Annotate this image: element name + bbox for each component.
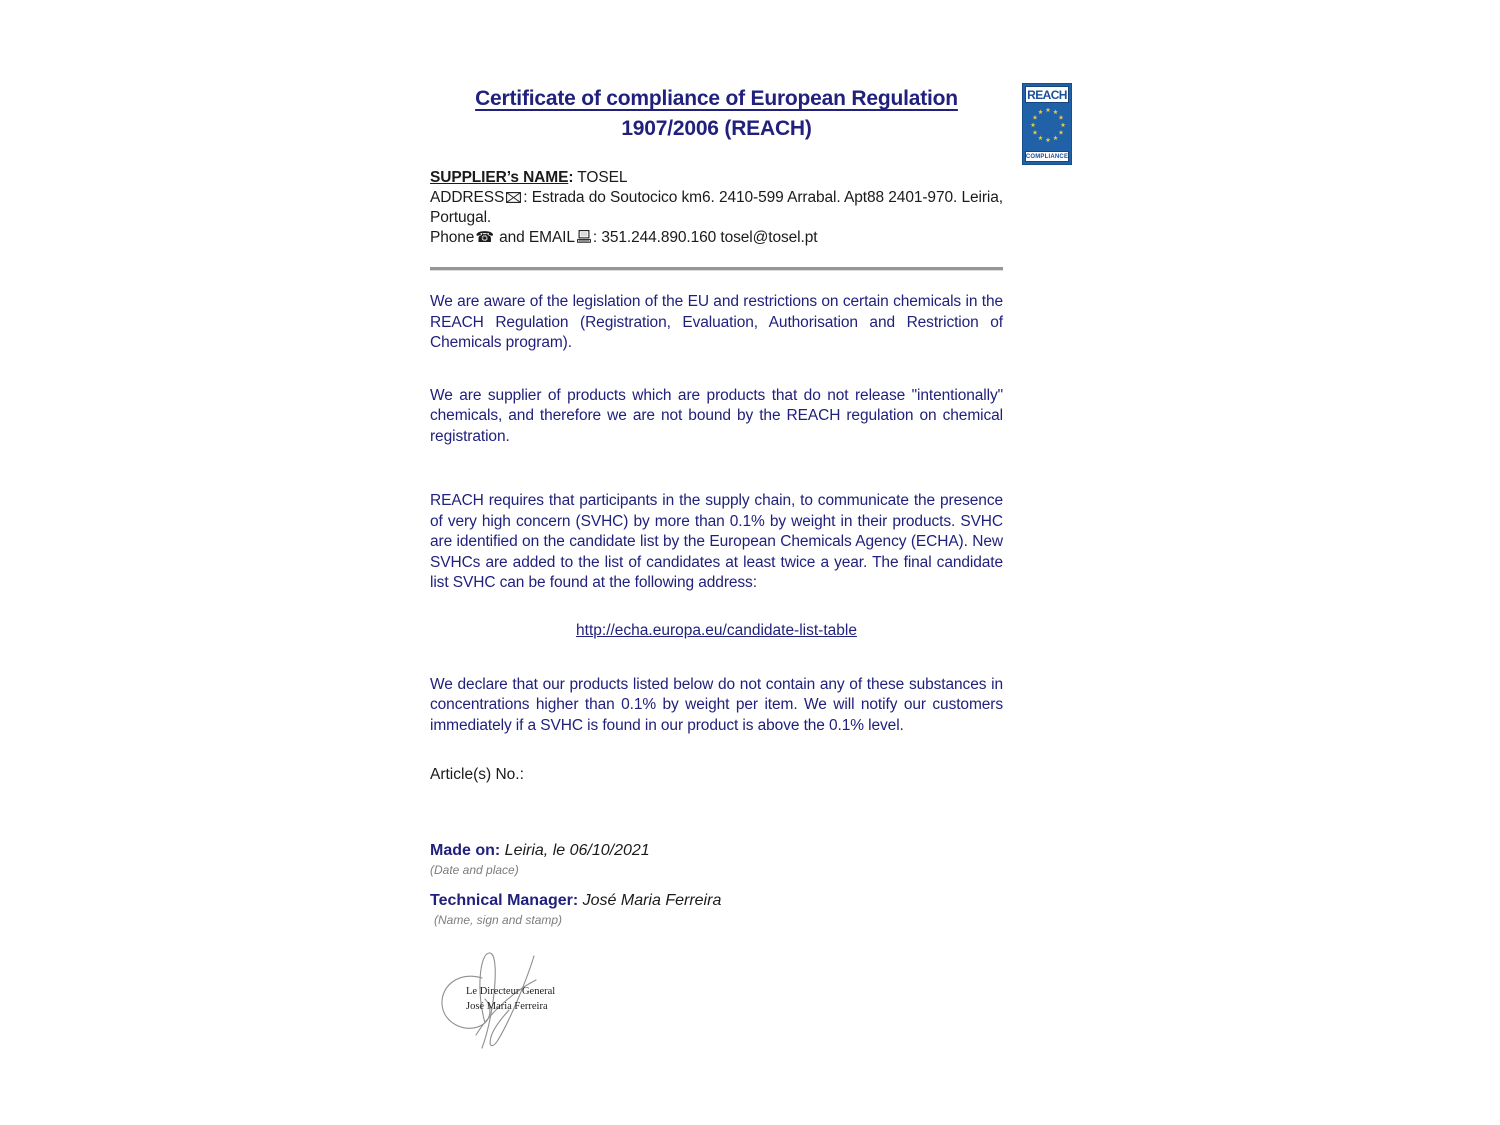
envelope-icon: [506, 192, 521, 203]
address-label: ADDRESS: [430, 189, 505, 206]
page-title: [430, 84, 1003, 144]
reach-logo-label: REACH: [1025, 86, 1069, 103]
supplier-name-label: SUPPLIER’s NAME: [430, 169, 569, 186]
articles-label: Article(s) No.:: [430, 766, 524, 783]
technical-manager-hint: (Name, sign and stamp): [434, 913, 563, 927]
supplier-address-line: [430, 188, 1003, 228]
supplier-block: [430, 168, 1003, 248]
paragraph-declaration: We declare that our products listed below do not contain any of these substances in concentrations higher than 0.1% by weight per item. We will notify our customers immediately if a SVHC is found in our product is above the 0.1% level.: [430, 675, 1003, 734]
signature-stamp-text: [466, 984, 555, 1014]
made-on-hint: (Date and place): [430, 863, 519, 877]
paragraph-supplier-statement: We are supplier of products which are products that do not release "intentionally" chemicals, and therefore we are not bound by the REACH regulation on chemical registration.: [430, 386, 1003, 445]
signature-stamp-line2: José Maria Ferreira: [466, 1001, 548, 1012]
page-title-line1: Certificate of compliance of European Regulation: [475, 87, 958, 110]
technical-manager-label: Technical Manager:: [430, 892, 579, 909]
signature-stamp-line1: Le Directeur General: [466, 986, 556, 997]
eu-stars-icon: [1023, 103, 1073, 147]
section-divider: [430, 267, 1003, 271]
supplier-name-line: [430, 168, 1003, 188]
technical-manager-value: José Maria Ferreira: [578, 892, 722, 909]
candidate-list-link-line: [430, 622, 1003, 640]
supplier-contact-line: [430, 228, 1003, 248]
email-label: and EMAIL: [494, 229, 575, 246]
page-title-line2: 1907/2006 (REACH): [621, 117, 812, 140]
contact-value: : 351.244.890.160 tosel@tosel.pt: [592, 229, 818, 246]
made-on-line: [430, 840, 1003, 861]
signature: [430, 938, 600, 1068]
made-on-label: Made on:: [430, 842, 501, 859]
computer-icon: [577, 230, 591, 243]
phone-label: Phone: [430, 229, 475, 246]
compliance-logo-label: COMPLIANCE: [1025, 151, 1069, 162]
made-on-value: Leiria, le 06/10/2021: [500, 842, 650, 859]
phone-icon: ☎: [475, 229, 494, 246]
technical-manager-line: [430, 890, 1003, 911]
reach-compliance-logo: [1022, 83, 1072, 165]
paragraph-reach-requirements: REACH requires that participants in the supply chain, to communicate the presence of very high concern (SVHC) by more than 0.1% by weight in their products. SVHC are identified on the candidate list by the European Chemicals Agency (ECHA). New SVHCs are added to the list of candidates at least twice a year. The final candidate list SVHC can be found at the following address:: [430, 492, 1003, 591]
paragraph-awareness: We are aware of the legislation of the EU and restrictions on certain chemicals in the REACH Regulation (Registration, Evaluation, Authorisation and Restriction of Chemicals program).: [430, 293, 1003, 351]
supplier-name-colon: :: [568, 169, 574, 186]
address-value: : Estrada do Soutocico km6. 2410-599 Arrabal. Apt88 2401-970. Leiria, Portugal.: [430, 189, 1003, 226]
candidate-list-link[interactable]: http://echa.europa.eu/candidate-list-table: [576, 621, 857, 639]
supplier-name-value: TOSEL: [573, 169, 628, 186]
